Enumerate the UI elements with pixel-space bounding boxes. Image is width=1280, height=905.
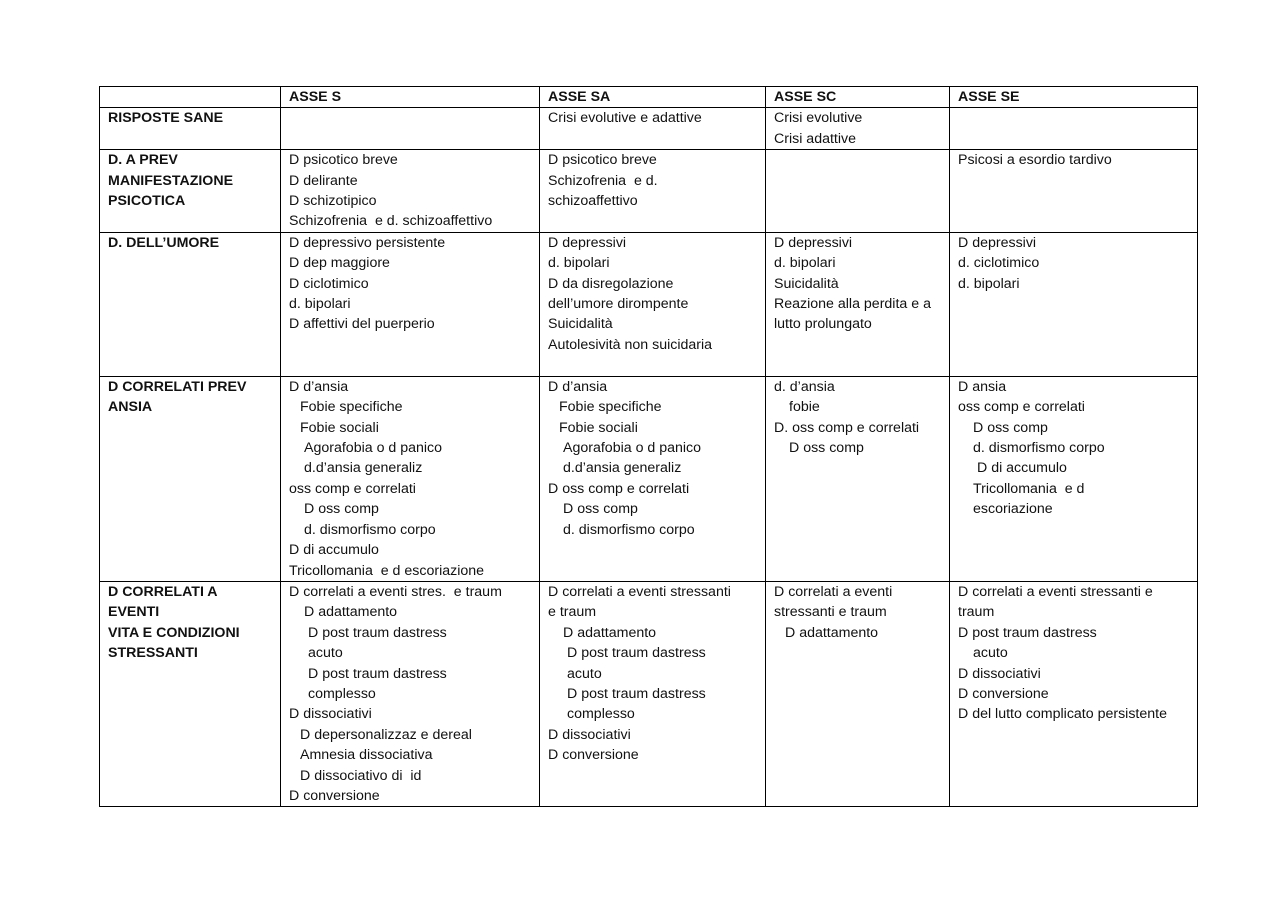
- cell-umore-asse-s: [281, 232, 540, 376]
- cell-line: acuto: [973, 645, 1008, 662]
- cell-line: Crisi adattive: [774, 130, 857, 147]
- cell-line: D oss comp: [973, 419, 1048, 436]
- cell-line: D dissociativi: [548, 726, 631, 743]
- cell-line: D conversione: [289, 787, 380, 804]
- table-row-ansia: [100, 376, 1198, 581]
- cell-line: Schizofrenia e d.: [548, 172, 658, 189]
- cell-line: Tricollomania e d: [973, 480, 1085, 497]
- cell-umore-asse-sc: [766, 232, 950, 376]
- cell-line: oss comp e correlati: [958, 399, 1085, 416]
- row-label-ansia: [100, 376, 281, 581]
- cell-risposte-sane-asse-sa: [540, 108, 766, 150]
- cell-line: Agorafobia o d panico: [304, 440, 443, 457]
- cell-stressanti-asse-se: [950, 581, 1198, 806]
- cell-line: D oss comp: [304, 501, 379, 518]
- cell-psicotica-asse-sa: [540, 150, 766, 233]
- cell-line: d.d’ansia generaliz: [563, 460, 682, 477]
- header-asse-sc: ASSE SC: [766, 87, 950, 108]
- cell-line: D oss comp: [789, 440, 864, 457]
- cell-line: D depressivi: [548, 234, 627, 251]
- cell-line: D del lutto complicato persistente: [958, 706, 1167, 723]
- row-label-line: D CORRELATI PREV: [108, 378, 247, 395]
- cell-line: complesso: [567, 706, 635, 723]
- cell-line: D d’ansia: [289, 378, 349, 395]
- row-label-line: RISPOSTE SANE: [108, 110, 224, 127]
- cell-line: Agorafobia o d panico: [563, 440, 702, 457]
- cell-line: Fobie sociali: [300, 419, 379, 436]
- cell-line: D depersonalizzaz e dereal: [300, 726, 472, 743]
- cell-line: D adattamento: [304, 604, 398, 621]
- cell-line: fobie: [789, 399, 820, 416]
- cell-psicotica-asse-s: [281, 150, 540, 233]
- cell-stressanti-asse-sa: [540, 581, 766, 806]
- cell-line: lutto prolungato: [774, 316, 872, 333]
- cell-line: D schizotipico: [289, 193, 377, 210]
- cell-line: D depressivo persistente: [289, 234, 446, 251]
- cell-line: d. bipolari: [774, 255, 836, 272]
- cell-risposte-sane-asse-se: [950, 108, 1198, 150]
- cell-line: Fobie specifiche: [300, 399, 403, 416]
- cell-umore-asse-sa: [540, 232, 766, 376]
- cell-risposte-sane-asse-sc: [766, 108, 950, 150]
- cell-line: D di accumulo: [977, 460, 1067, 477]
- cell-line: Tricollomania e d escoriazione: [289, 562, 485, 579]
- cell-ansia-asse-sc: [766, 376, 950, 581]
- cell-stressanti-asse-s: [281, 581, 540, 806]
- row-label-line: MANIFESTAZIONE: [108, 172, 234, 189]
- header-asse-sa: ASSE SA: [540, 87, 766, 108]
- cell-line: d.d’ansia generaliz: [304, 460, 423, 477]
- cell-line: traum: [958, 604, 995, 621]
- row-label-line: VITA E CONDIZIONI: [108, 624, 240, 641]
- cell-line: D post traum dastress: [958, 624, 1097, 641]
- table-row-umore: [100, 232, 1198, 376]
- cell-line: D adattamento: [785, 624, 879, 641]
- cell-line: Suicidalità: [548, 316, 613, 333]
- cell-line: dell’umore dirompente: [548, 296, 689, 313]
- cell-line: D dissociativi: [958, 665, 1041, 682]
- cell-line: D post traum dastress: [308, 624, 447, 641]
- cell-risposte-sane-asse-s: [281, 108, 540, 150]
- cell-line: d. bipolari: [289, 296, 351, 313]
- cell-line: Fobie sociali: [559, 419, 638, 436]
- cell-line: Crisi evolutive e adattive: [548, 110, 702, 127]
- row-label-line: D. DELL’UMORE: [108, 234, 220, 251]
- cell-line: Psicosi a esordio tardivo: [958, 152, 1112, 169]
- cell-line: Suicidalità: [774, 275, 839, 292]
- cell-umore-asse-se: [950, 232, 1198, 376]
- cell-line: e traum: [548, 604, 597, 621]
- cell-ansia-asse-s: [281, 376, 540, 581]
- cell-line: D oss comp e correlati: [548, 480, 690, 497]
- cell-line: D dep maggiore: [289, 255, 390, 272]
- cell-line: Schizofrenia e d. schizoaffettivo: [289, 213, 493, 230]
- row-label-stressanti: [100, 581, 281, 806]
- header-asse-s: ASSE S: [281, 87, 540, 108]
- cell-line: D correlati a eventi stressanti: [548, 583, 731, 600]
- cell-line: D d’ansia: [548, 378, 608, 395]
- cell-ansia-asse-sa: [540, 376, 766, 581]
- cell-line: D correlati a eventi: [774, 583, 893, 600]
- cell-line: d. dismorfismo corpo: [304, 521, 436, 538]
- cell-ansia-asse-se: [950, 376, 1198, 581]
- cell-line: D di accumulo: [289, 542, 379, 559]
- cell-line: stressanti e traum: [774, 604, 887, 621]
- cell-line: D ansia: [958, 378, 1007, 395]
- cell-line: D. oss comp e correlati: [774, 419, 920, 436]
- cell-line: acuto: [308, 645, 343, 662]
- cell-line: d. dismorfismo corpo: [973, 440, 1105, 457]
- cell-line: D depressivi: [774, 234, 853, 251]
- table-row-stressanti: [100, 581, 1198, 806]
- row-label-umore: [100, 232, 281, 376]
- cell-line: D dissociativi: [289, 706, 372, 723]
- cell-line: acuto: [567, 665, 602, 682]
- cell-psicotica-asse-sc: [766, 150, 950, 233]
- cell-line: D da disregolazione: [548, 275, 674, 292]
- row-label-line: ANSIA: [108, 399, 153, 416]
- cell-line: D depressivi: [958, 234, 1037, 251]
- header-asse-se: ASSE SE: [950, 87, 1198, 108]
- row-label-line: STRESSANTI: [108, 645, 198, 662]
- cell-line: D adattamento: [563, 624, 657, 641]
- cell-line: escoriazione: [973, 501, 1053, 518]
- cell-line: d. bipolari: [958, 275, 1020, 292]
- table-row-risposte-sane: [100, 108, 1198, 150]
- cell-line: D post traum dastress: [567, 645, 706, 662]
- table-row-psicotica: [100, 150, 1198, 233]
- cell-line: D correlati a eventi stres. e traum: [289, 583, 502, 600]
- cell-line: D delirante: [289, 172, 358, 189]
- cell-line: D dissociativo di id: [300, 767, 422, 784]
- header-row: [100, 87, 1198, 108]
- cell-line: D affettivi del puerperio: [289, 316, 435, 333]
- cell-line: D ciclotimico: [289, 275, 369, 292]
- cell-line: D psicotico breve: [289, 152, 398, 169]
- header-corner-cell: [100, 87, 281, 108]
- row-label-risposte-sane: [100, 108, 281, 150]
- cell-line: Fobie specifiche: [559, 399, 662, 416]
- cell-line: D conversione: [958, 685, 1049, 702]
- cell-stressanti-asse-sc: [766, 581, 950, 806]
- cell-line: D psicotico breve: [548, 152, 657, 169]
- classification-table: [99, 86, 1198, 807]
- cell-line: complesso: [308, 685, 376, 702]
- cell-line: D correlati a eventi stressanti e: [958, 583, 1153, 600]
- cell-line: D post traum dastress: [308, 665, 447, 682]
- cell-line: oss comp e correlati: [289, 480, 416, 497]
- cell-psicotica-asse-se: [950, 150, 1198, 233]
- cell-line: schizoaffettivo: [548, 193, 638, 210]
- cell-line: d. dismorfismo corpo: [563, 521, 695, 538]
- cell-line: D conversione: [548, 747, 639, 764]
- row-label-line: PSICOTICA: [108, 193, 186, 210]
- cell-line: d. ciclotimico: [958, 255, 1040, 272]
- cell-line: Autolesività non suicidaria: [548, 336, 713, 353]
- cell-line: Crisi evolutive: [774, 110, 863, 127]
- row-label-psicotica: [100, 150, 281, 233]
- cell-line: d. bipolari: [548, 255, 610, 272]
- row-label-line: D. A PREV: [108, 152, 178, 169]
- cell-line: d. d’ansia: [774, 378, 835, 395]
- cell-line: Amnesia dissociativa: [300, 747, 433, 764]
- cell-line: Reazione alla perdita e a: [774, 296, 931, 313]
- cell-line: D oss comp: [563, 501, 638, 518]
- cell-line: D post traum dastress: [567, 685, 706, 702]
- row-label-line: D CORRELATI A EVENTI: [108, 583, 221, 621]
